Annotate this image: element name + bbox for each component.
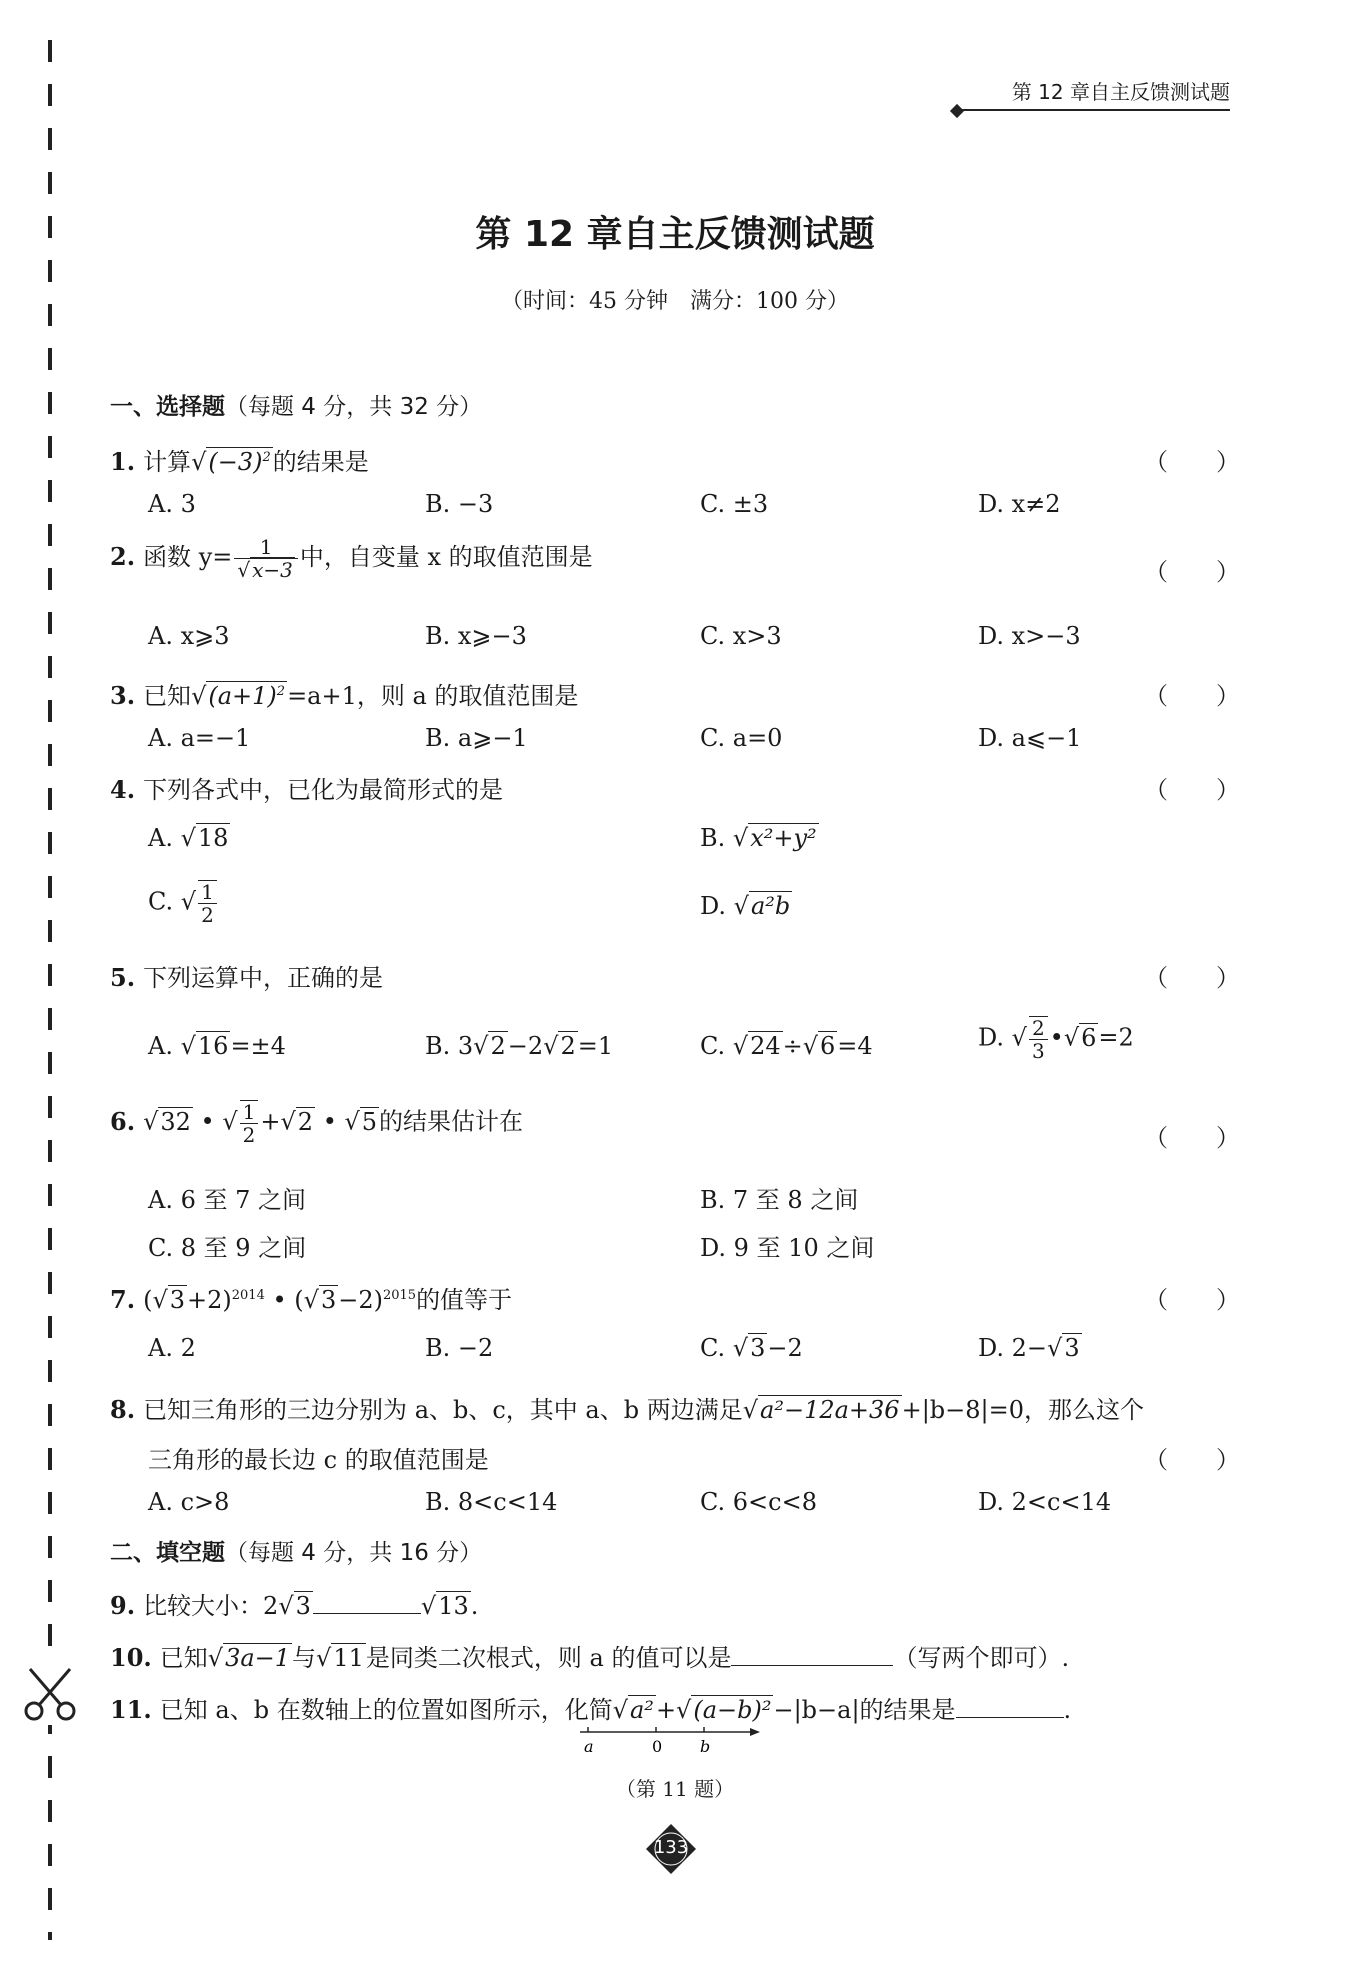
radicand: $(-3)^2$ xyxy=(208,448,271,476)
scissors-icon xyxy=(22,1665,80,1725)
question-11: 11. 已知 a、b 在数轴上的位置如图所示，化简√a²+√(a−b)²−|b−a|的结果是 . xyxy=(110,1695,1072,1724)
answer-paren: （ ） xyxy=(1144,776,1240,804)
question-1: 1. 计算$√(-3)^2$的结果是 xyxy=(110,447,369,476)
section-choice xyxy=(110,388,482,421)
question-number: 5. xyxy=(110,963,136,992)
label-a: a xyxy=(584,1737,594,1756)
option-a: A. √16=±4 xyxy=(148,1032,286,1060)
question-text: 的结果估计在 xyxy=(379,1107,524,1136)
option-a: A. x⩾3 xyxy=(148,622,230,650)
question-text: +|b−8|=0，那么这个 xyxy=(901,1396,1144,1424)
option-a: A. 6 至 7 之间 xyxy=(148,1186,307,1214)
option-a: A. c>8 xyxy=(148,1488,230,1516)
option-a: A. 3 xyxy=(148,490,196,518)
question-number: 10. xyxy=(110,1643,152,1672)
answer-paren: （ ） xyxy=(1144,964,1240,992)
answer-blank[interactable] xyxy=(313,1613,421,1614)
question-text: 下列运算中，正确的是 xyxy=(143,964,384,992)
answer-blank[interactable] xyxy=(956,1717,1064,1718)
number-line-figure xyxy=(580,1724,760,1764)
option-b: B. 8<c<14 xyxy=(425,1488,558,1516)
question-number: 11. xyxy=(110,1695,152,1724)
section-heading: 一、选择题 xyxy=(110,394,225,420)
question-number: 1. xyxy=(110,447,136,476)
question-text: 下列各式中，已化为最简形式的是 xyxy=(143,776,504,804)
answer-paren: （ ） xyxy=(1144,1124,1240,1152)
question-number: 6. xyxy=(110,1106,136,1136)
option-a: A. 2 xyxy=(148,1334,196,1362)
option-c: C. 8 至 9 之间 xyxy=(148,1234,307,1262)
answer-paren: （ ） xyxy=(1144,682,1240,710)
fraction: $\frac{1}{√ x-3}$ xyxy=(234,536,298,581)
question-number: 2. xyxy=(110,542,136,571)
question-text: 已知三角形的三边分别为 a、b、c，其中 a、b 两边满足 xyxy=(143,1396,743,1424)
question-8-line2: 三角形的最长边 c 的取值范围是 xyxy=(148,1446,489,1474)
radicand: $(a+1)^2$ xyxy=(208,682,286,710)
section-note: （每题 4 分，共 16 分） xyxy=(225,1540,483,1566)
label-0: 0 xyxy=(652,1737,663,1756)
question-3: 3. 已知$√(a+1)^2=a+1$，则 a 的取值范围是 xyxy=(110,681,579,710)
question-9: 9. 比较大小：2√3 √13. xyxy=(110,1591,479,1620)
option-d: D. a⩽−1 xyxy=(978,724,1082,752)
option-b: B. x⩾−3 xyxy=(425,622,527,650)
question-10: 10. 已知√3a−1与√11是同类二次根式，则 a 的值可以是 （写两个即可）. xyxy=(110,1643,1070,1672)
page-subtitle: （时间：45 分钟 满分：100 分） xyxy=(501,289,849,314)
page-number: 133 xyxy=(653,1837,689,1858)
question-8: 8. 已知三角形的三边分别为 a、b、c，其中 a、b 两边满足√a²−12a+36+|b−8|=0，那么这个 xyxy=(110,1395,1144,1424)
option-a: A. √18 xyxy=(148,824,229,852)
option-d: D. 2−√3 xyxy=(978,1334,1080,1362)
option-c: C. ±3 xyxy=(700,490,769,518)
page-title: 第 12 章自主反馈测试题 xyxy=(475,214,875,255)
question-text: 中，自变量 x 的取值范围是 xyxy=(299,543,593,571)
option-d: D. √ $\frac{2}{3}$ •√6=2 xyxy=(978,1016,1134,1063)
running-header xyxy=(1012,76,1230,111)
answer-blank[interactable] xyxy=(731,1665,893,1666)
question-number: 3. xyxy=(110,681,136,710)
question-text: 计算 xyxy=(143,448,192,476)
question-text: 的结果是 xyxy=(272,448,369,476)
option-c: C. x>3 xyxy=(700,622,782,650)
option-b: B. √x²+y² xyxy=(700,824,817,852)
question-text: 函数 y= xyxy=(143,543,233,571)
option-b: B. 3√2−2√2=1 xyxy=(425,1032,614,1060)
question-2 xyxy=(110,536,593,581)
question-text: =a+1，则 a 的取值范围是 xyxy=(287,682,579,710)
option-d: D. x>−3 xyxy=(978,622,1081,650)
answer-paren: （ ） xyxy=(1144,558,1240,586)
figure-caption: （第 11 题） xyxy=(615,1777,735,1801)
arrow-icon xyxy=(750,1728,760,1736)
question-text: 的值等于 xyxy=(416,1286,513,1314)
option-c: C. √3−2 xyxy=(700,1334,803,1362)
option-b: B. a⩾−1 xyxy=(425,724,528,752)
option-c: C. 6<c<8 xyxy=(700,1488,817,1516)
option-b: B. −3 xyxy=(425,490,494,518)
option-c: C. √ $\frac{1}{2}$ xyxy=(148,880,219,926)
question-7: 7. $(√3+2)^{2014}$ • $(√3-2)^{2015}$的值等于 xyxy=(110,1285,513,1314)
question-number: 7. xyxy=(110,1285,136,1314)
question-text: 已知 xyxy=(143,682,192,710)
option-b: B. 7 至 8 之间 xyxy=(700,1186,859,1214)
question-6: 6. √32 • √ $\frac{1}{2}$ +√2 • √5的结果估计在 xyxy=(110,1100,524,1147)
answer-paren: （ ） xyxy=(1144,448,1240,476)
running-header-text: 第 12 章自主反馈测试题 xyxy=(1011,80,1230,104)
answer-paren: （ ） xyxy=(1144,1446,1240,1474)
answer-paren: （ ） xyxy=(1144,1286,1240,1314)
option-c: C. √24÷√6=4 xyxy=(700,1032,873,1060)
option-c: C. a=0 xyxy=(700,724,783,752)
section-heading: 二、填空题 xyxy=(110,1540,225,1566)
question-number: 4. xyxy=(110,775,136,804)
section-fill xyxy=(110,1534,482,1567)
section-note: （每题 4 分，共 32 分） xyxy=(225,394,483,420)
option-a: A. a=−1 xyxy=(148,724,251,752)
question-4 xyxy=(110,770,503,805)
option-d: D. √a²b xyxy=(700,892,791,920)
option-d: D. 9 至 10 之间 xyxy=(700,1234,875,1262)
option-b: B. −2 xyxy=(425,1334,494,1362)
cut-line xyxy=(48,40,52,1940)
question-5 xyxy=(110,958,383,993)
option-d: D. 2<c<14 xyxy=(978,1488,1112,1516)
label-b: b xyxy=(700,1737,711,1756)
option-d: D. x≠2 xyxy=(978,490,1061,518)
page-number-badge xyxy=(646,1824,696,1874)
question-number: 8. xyxy=(110,1395,136,1424)
question-number: 9. xyxy=(110,1591,136,1620)
